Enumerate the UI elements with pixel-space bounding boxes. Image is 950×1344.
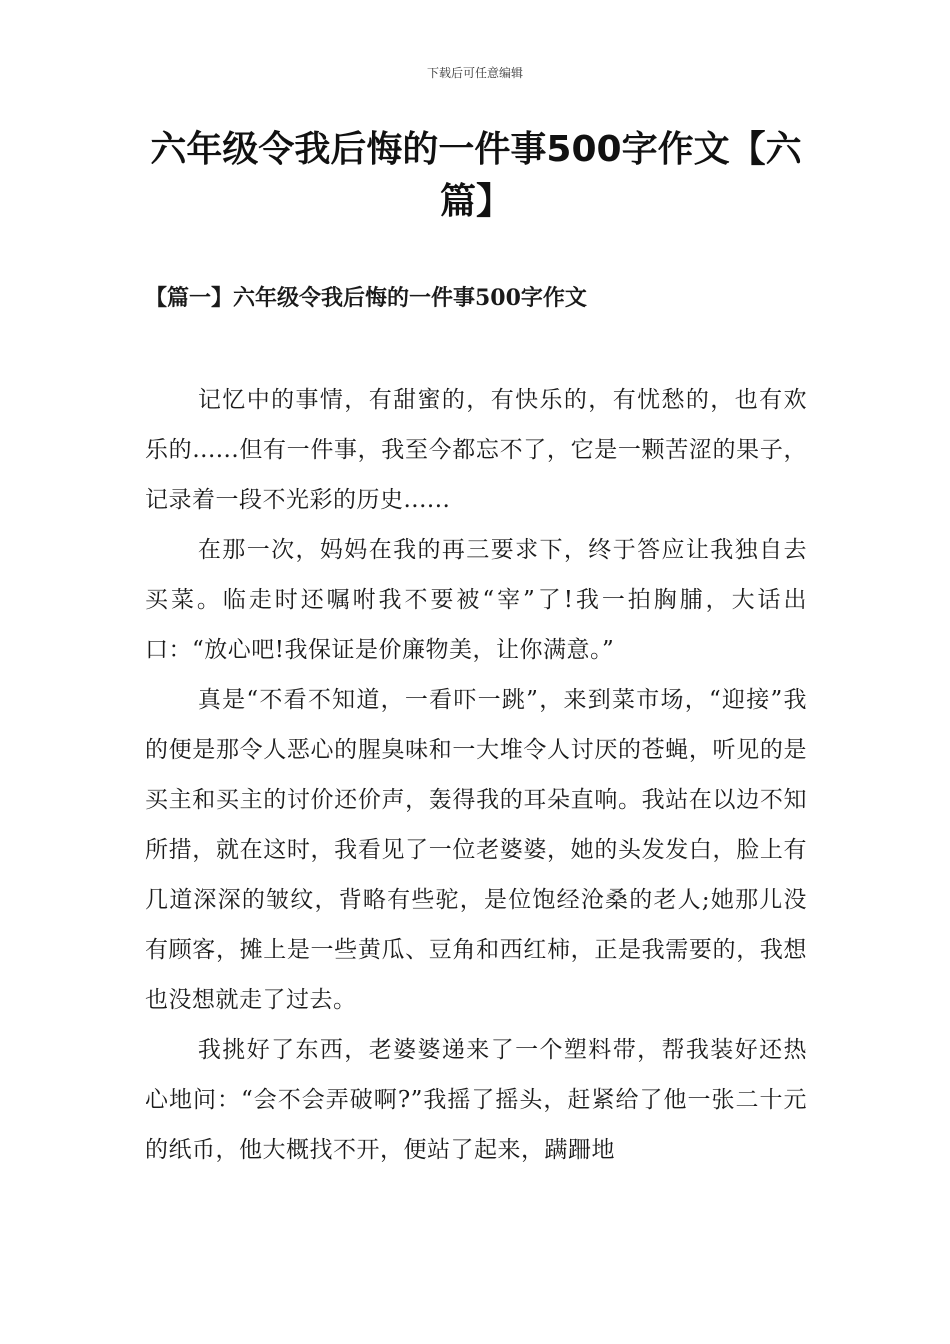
essay-body — [145, 375, 807, 1175]
paragraph: 真是“不看不知道，一看吓一跳”，来到菜市场，“迎接”我的便是那令人恶心的腥臭味和一大堆令人讨厌的苍蝇，听见的是买主和买主的讨价还价声，轰得我的耳朵直响。我站在以边不知所措，就在这时，我看见了一位老婆婆，她的头发发白，脸上有几道深深的皱纹，背略有些驼，是位饱经沧桑的老人;她那儿没有顾客，摊上是一些黄瓜、豆角和西红柿，正是我需要的，我想也没想就走了过去。 — [145, 687, 807, 1013]
header-note: 下载后可任意编辑 — [426, 66, 523, 80]
section-heading: 【篇一】六年级令我后悔的一件事500字作文 — [145, 285, 587, 311]
paragraph: 我挑好了东西，老婆婆递来了一个塑料带，帮我装好还热心地问：“会不会弄破啊?”我摇了摇头，赶紧给了他一张二十元的纸币，他大概找不开，便站了起来，蹒跚地 — [145, 1037, 807, 1163]
paragraph: 记忆中的事情，有甜蜜的，有快乐的，有忧愁的，也有欢乐的......但有一件事，我至今都忘不了，它是一颗苦涩的果子，记录着一段不光彩的历史...... — [145, 387, 807, 513]
document-title: 六年级令我后悔的一件事500字作文【六篇】 — [150, 129, 802, 222]
paragraph: 在那一次，妈妈在我的再三要求下，终于答应让我独自去买菜。临走时还嘱咐我不要被“宰”了!我一拍胸脯，大话出口：“放心吧!我保证是价廉物美，让你满意。” — [145, 537, 807, 663]
